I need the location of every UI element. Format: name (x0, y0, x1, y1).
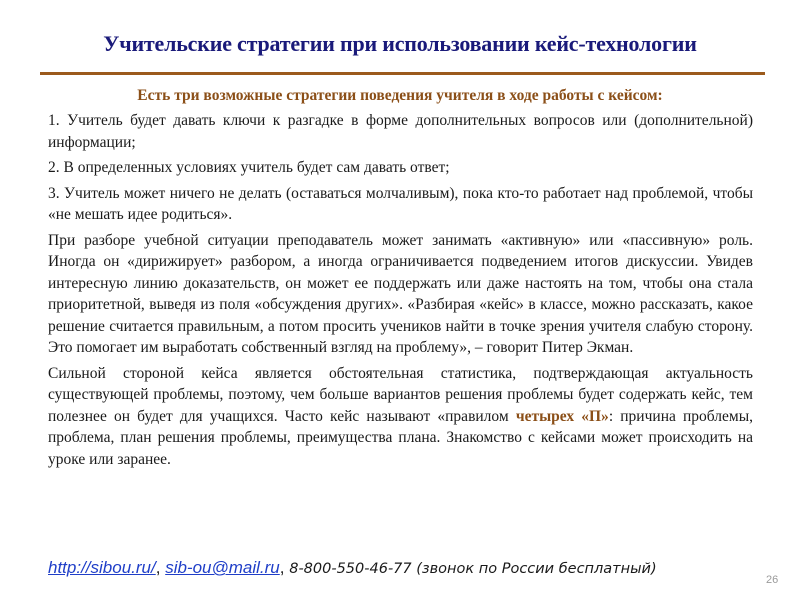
email-link[interactable]: sib-ou@mail.ru (165, 558, 280, 577)
phone-number: 8-800-550-46-77 (звонок по России бесплатный) (289, 561, 657, 577)
teacher-role-paragraph: При разборе учебной ситуации преподаватель может занимать «активную» или «пассивную» роль. Иногда он «дирижирует» разбором, а иногда ограничивается подведением итогов дискуссии. Увидев интересную линию доказательств, он может ее поддержать или даже настоять на том, чтобы она стала приоритетной, выведя из поля «обсуждения других». «Разбирая «кейс» в классе, можно рассказать, какое решение считается правильным, а потом просить учеников найти в точке зрения учителя слабую сторону. Это помогает им выработать собственный взгляд на проблему», – говорит Питер Экман. (48, 231, 753, 356)
footer-contacts (48, 558, 657, 578)
separator: , (155, 558, 166, 577)
strategy-item-2: 2. В определенных условиях учитель будет сам давать ответ; (48, 159, 450, 176)
title-divider (40, 72, 765, 75)
slide-body (48, 110, 753, 474)
separator: , (279, 558, 290, 577)
strategy-item-3: 3. Учитель может ничего не делать (оставаться молчаливым), пока кто-то работает над проблемой, чтобы «не мешать идее родиться». (48, 184, 753, 223)
case-strength-text-end: : причина проблемы, проблема, план решения проблемы, преимущества плана. Знакомство с кейсами может происходить на уроке или заранее. (48, 407, 754, 468)
strategy-item-1: 1. Учитель будет давать ключи к разгадке в форме дополнительных вопросов или (дополнительной) информации; (48, 112, 753, 151)
page-number: 26 (766, 574, 779, 586)
case-strength-text-start: Сильной стороной кейса является обстоятельная статистика, подтверждающая актуальность существующей проблемы, поэтому, чем больше вариантов решения проблемы будет содержать кейс, тем полезнее он будет для учащихся. Часто кейс называют «правилом (48, 364, 753, 425)
subheading: Есть три возможные стратегии поведения учителя в ходе работы с кейсом: (137, 87, 663, 104)
four-p-rule-highlight: четырех «П» (515, 407, 609, 425)
case-strength-paragraph (48, 363, 753, 471)
slide-title: Учительские стратегии при использовании кейс-технологии (103, 31, 697, 56)
website-link[interactable]: http://sibou.ru/ (48, 558, 156, 577)
